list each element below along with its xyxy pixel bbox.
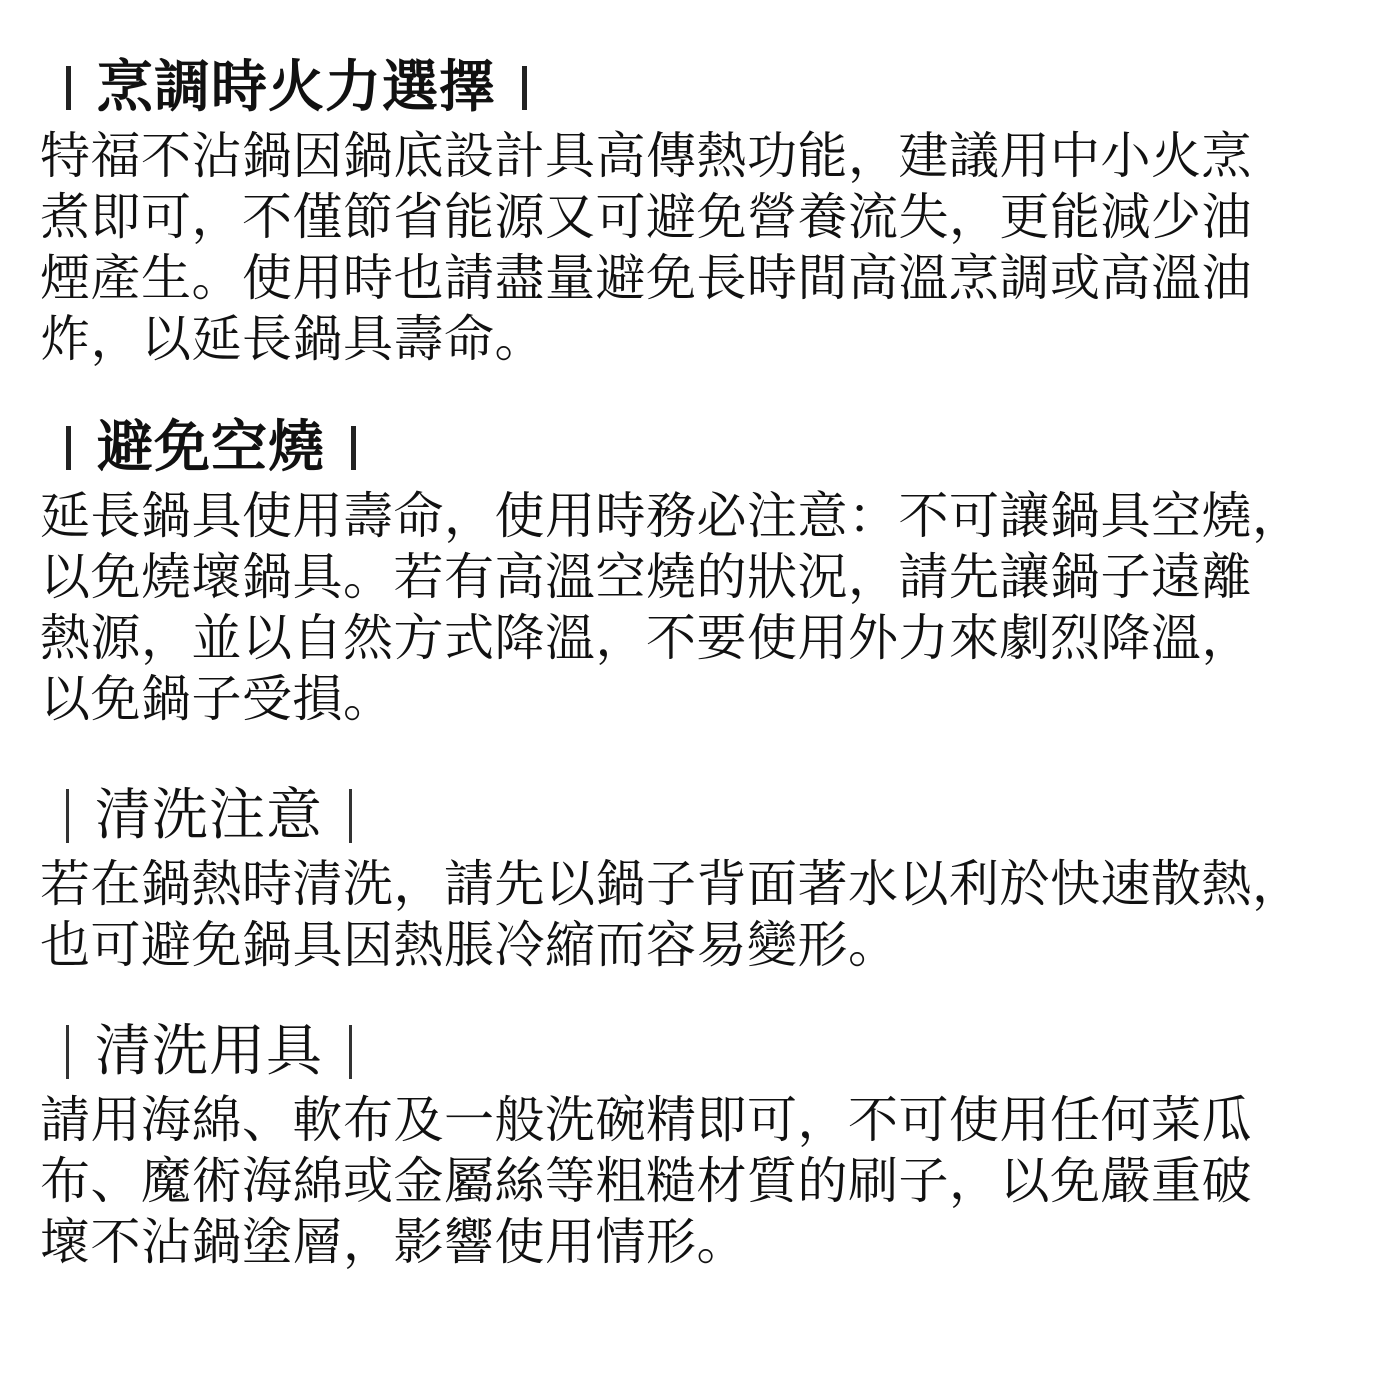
section-title: 清洗注意 — [95, 783, 323, 848]
heading-bar-right — [351, 426, 356, 470]
section-heading — [40, 410, 1303, 486]
section-paragraph — [40, 126, 1252, 370]
heading-bar-left — [66, 426, 71, 470]
section-cleaning-notes — [40, 778, 1303, 976]
section-heading — [40, 778, 1303, 854]
paragraph-line: 熱源，並以自然方式降溫，不要使用外力來劇烈降溫， — [40, 609, 1252, 667]
paragraph-line: 壞不沾鍋塗層，影響使用情形。 — [40, 1213, 747, 1271]
section-cleaning-tools — [40, 1014, 1252, 1273]
paragraph-line: 以免鍋子受損。 — [40, 670, 394, 728]
paragraph-line: 以免燒壞鍋具。若有高溫空燒的狀況，請先讓鍋子遠離 — [40, 548, 1252, 606]
section-paragraph — [40, 854, 1303, 976]
section-paragraph — [40, 1090, 1252, 1273]
heading-bar-right — [522, 66, 527, 110]
paragraph-line: 若在鍋熱時清洗，請先以鍋子背面著水以利於快速散熱， — [40, 855, 1303, 913]
heading-bar-left — [66, 66, 71, 110]
paragraph-line: 煙產生。使用時也請盡量避免長時間高溫烹調或高溫油 — [40, 249, 1252, 307]
section-paragraph — [40, 486, 1303, 730]
section-title: 烹調時火力選擇 — [97, 55, 496, 120]
heading-bar-right — [349, 1025, 352, 1079]
paragraph-line: 延長鍋具使用壽命，使用時務必注意：不可讓鍋具空燒， — [40, 487, 1303, 545]
heading-bar-left — [66, 1025, 69, 1079]
section-cooking-heat — [40, 50, 1252, 370]
heading-bar-left — [66, 789, 69, 843]
paragraph-line: 請用海綿、軟布及一般洗碗精即可，不可使用任何菜瓜 — [40, 1091, 1252, 1149]
heading-bar-right — [349, 789, 352, 843]
section-heading — [40, 50, 1252, 126]
paragraph-line: 也可避免鍋具因熱脹冷縮而容易變形。 — [40, 916, 899, 974]
paragraph-line: 布、魔術海綿或金屬絲等粗糙材質的刷子，以免嚴重破 — [40, 1152, 1252, 1210]
paragraph-line: 煮即可，不僅節省能源又可避免營養流失，更能減少油 — [40, 188, 1252, 246]
paragraph-line: 炸，以延長鍋具壽命。 — [40, 310, 545, 368]
section-title: 避免空燒 — [97, 415, 325, 480]
section-avoid-dry-heating — [40, 410, 1303, 730]
section-heading — [40, 1014, 1252, 1090]
section-title: 清洗用具 — [95, 1019, 323, 1084]
paragraph-line: 特福不沾鍋因鍋底設計具高傳熱功能，建議用中小火烹 — [40, 127, 1252, 185]
